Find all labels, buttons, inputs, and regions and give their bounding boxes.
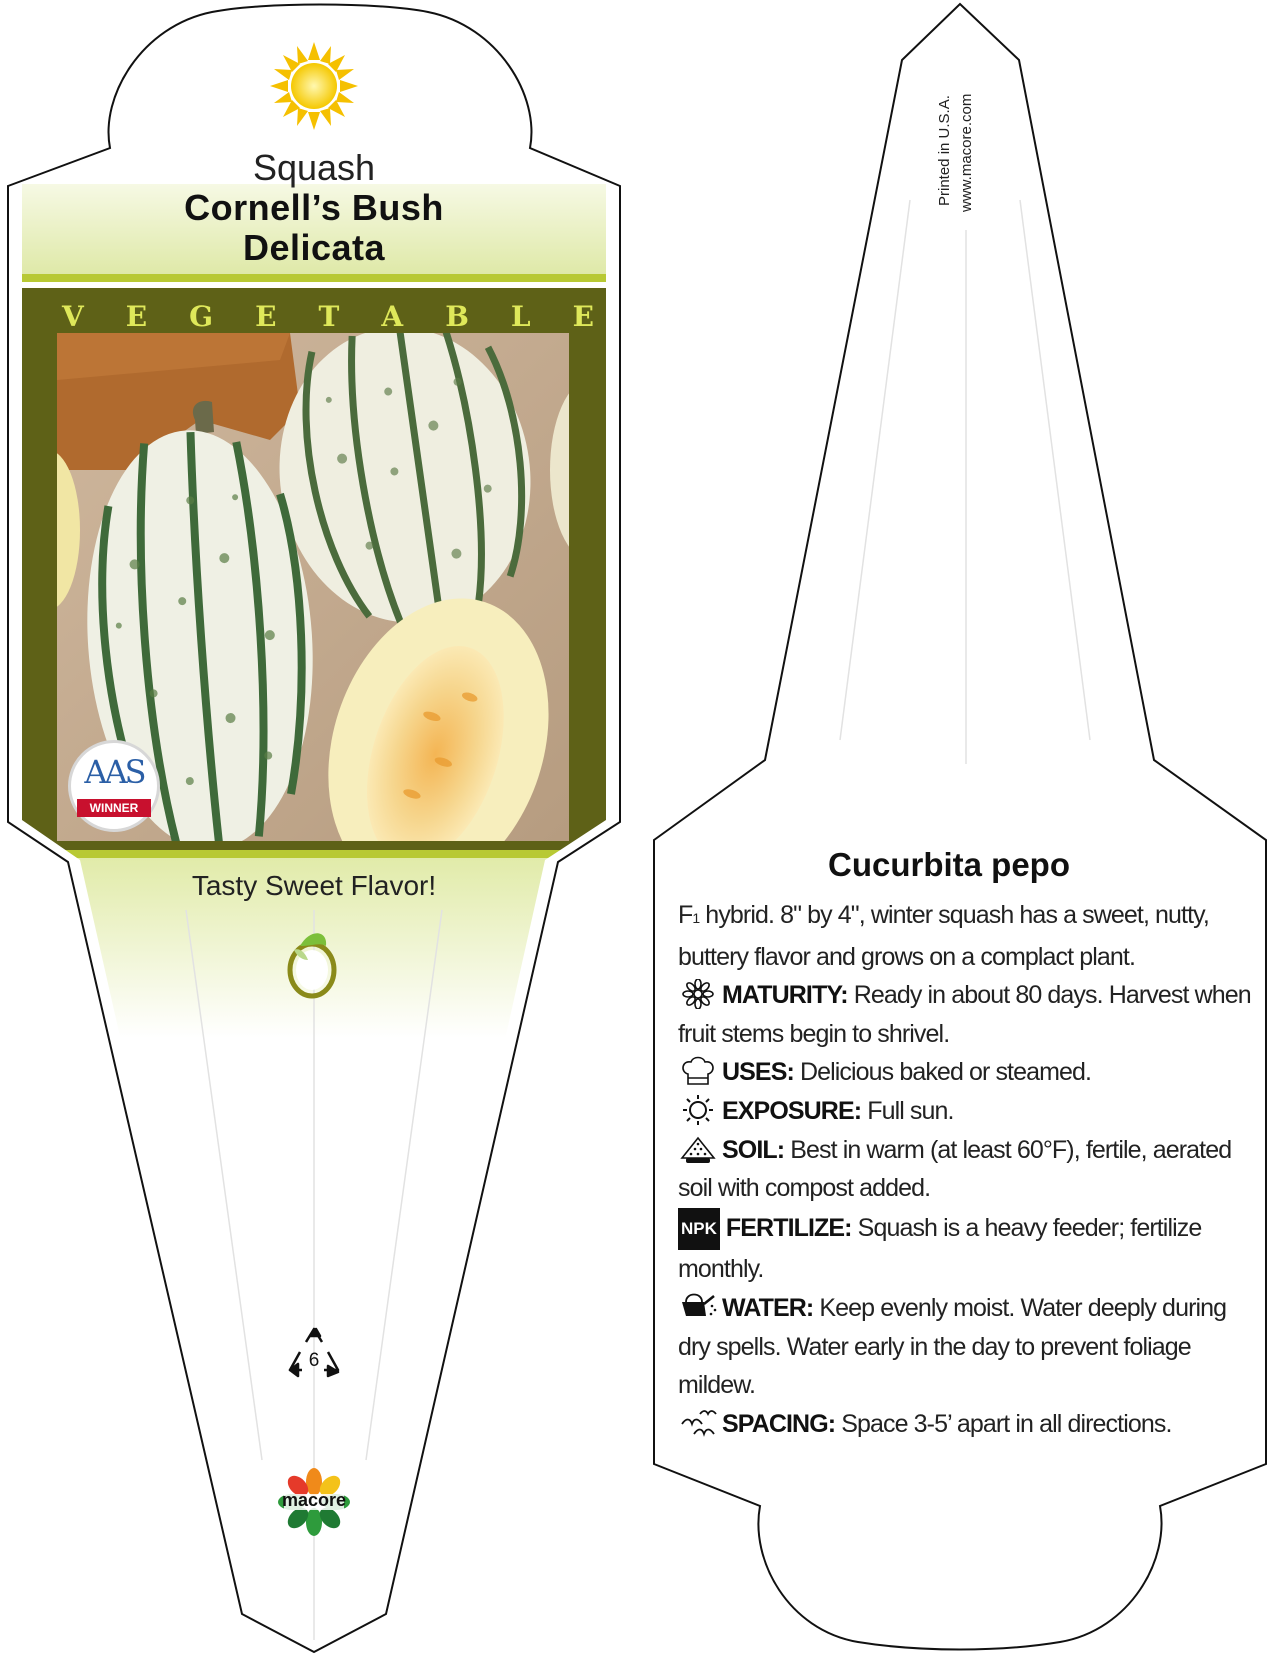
spacing-icon	[678, 1408, 718, 1438]
flower-icon	[678, 979, 718, 1009]
uses-text: Delicious baked or steamed.	[793, 1058, 1092, 1087]
spacing-row	[678, 1405, 1252, 1444]
category-letter: L	[510, 299, 531, 333]
water-label: WATER:	[722, 1293, 814, 1322]
chef-hat-icon	[678, 1056, 718, 1086]
sun-icon	[270, 42, 358, 130]
recycle-number: 6	[308, 1350, 320, 1371]
water-text: Keep evenly moist. Water deeply during dry spells. Water early in the day to prevent foliage mildew.	[678, 1293, 1227, 1400]
aas-letters: AAS	[84, 753, 144, 791]
water-row	[678, 1289, 1252, 1405]
aas-ribbon: WINNER	[77, 799, 151, 817]
hybrid-subscript: 1	[692, 910, 700, 926]
spacing-text: Space 3-5’ apart in all directions.	[835, 1409, 1172, 1438]
soil-label: SOIL:	[722, 1135, 785, 1164]
variety-name-line2: Delicata	[242, 227, 386, 268]
fertilize-label: FERTILIZE:	[725, 1213, 852, 1242]
maturity-label: MATURITY:	[722, 981, 848, 1010]
npk-icon: NPK	[678, 1208, 720, 1251]
printed-in-text: Printed in U.S.A.	[936, 95, 953, 206]
scientific-name: Cucurbita pepo	[827, 846, 1070, 883]
exposure-text: Full sun.	[861, 1096, 954, 1125]
exposure-row	[678, 1092, 1252, 1131]
website-text: www.macore.com	[958, 93, 975, 212]
fertilize-row	[678, 1208, 1252, 1289]
uses-label: USES:	[722, 1058, 794, 1087]
category-letter: A	[381, 299, 404, 333]
soil-text: Best in warm (at least 60°F), fertile, aerated soil with compost added.	[678, 1135, 1232, 1203]
variety-name-line1: Cornell’s Bush	[184, 187, 444, 228]
category-letter: B	[445, 299, 469, 333]
soil-icon	[678, 1134, 718, 1164]
plant-title	[22, 148, 606, 268]
growing-info	[678, 896, 1252, 1443]
uses-row	[678, 1053, 1252, 1092]
exposure-label: EXPOSURE:	[722, 1096, 862, 1125]
fertilize-text: Squash is a heavy feeder; fertilize monthly.	[678, 1213, 1202, 1284]
watering-can-icon	[678, 1292, 718, 1322]
description	[678, 896, 1252, 976]
maturity-text: Ready in about 80 days. Harvest when fruit stems begin to shrivel.	[678, 981, 1251, 1048]
category-banner	[22, 296, 606, 336]
category-letter: V	[62, 299, 84, 333]
aas-winner-badge	[68, 740, 160, 832]
tagline: Tasty Sweet Flavor!	[191, 870, 437, 901]
spacing-label: SPACING:	[722, 1409, 836, 1438]
soil-row	[678, 1131, 1252, 1208]
category-letter: E	[125, 299, 148, 333]
brand-name: macore	[281, 1490, 347, 1510]
category-letter: T	[318, 299, 340, 333]
category-letter: E	[572, 299, 594, 333]
hybrid-prefix: F	[678, 901, 693, 929]
print-note	[936, 52, 986, 222]
sun-outline-icon	[678, 1095, 718, 1125]
category-letter: G	[189, 299, 214, 333]
category-letter: E	[255, 299, 277, 333]
description-text: hybrid. 8" by 4", winter squash has a sweet, nutty, buttery flavor and grows on a complact plant.	[678, 901, 1209, 971]
common-name: Squash	[252, 147, 376, 188]
maturity-row	[678, 976, 1252, 1053]
